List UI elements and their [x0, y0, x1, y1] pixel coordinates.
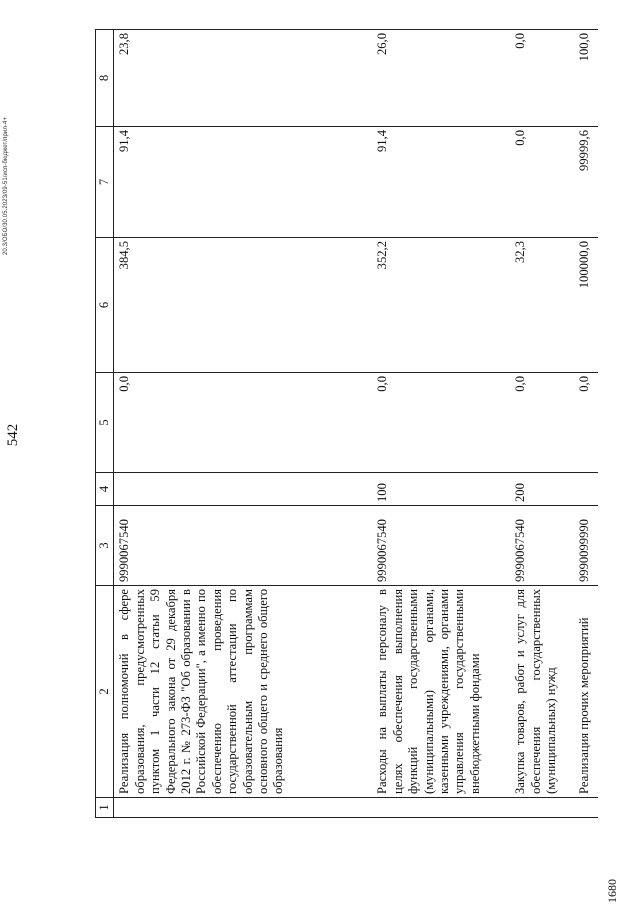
target-article-code: 9990067540 — [502, 506, 567, 586]
expense-type-code — [114, 473, 363, 506]
column-header: 1 — [96, 798, 114, 818]
expense-type-code — [567, 473, 598, 506]
target-article-code: 9990067540 — [114, 506, 363, 586]
column-header: 6 — [96, 238, 114, 373]
value-col7: 91,4 — [362, 127, 502, 238]
column-header: 3 — [96, 506, 114, 586]
table-row — [502, 30, 567, 818]
row-number-cell — [362, 798, 502, 818]
value-col6: 32,3 — [502, 238, 567, 373]
column-header: 5 — [96, 373, 114, 473]
target-article-code: 9990099990 — [567, 506, 598, 586]
row-description: Расходы на выплаты персоналу в целях обеспечения выполнения функций государственными (муниципальными) органами, казенными учреждениями, органами управления государственными внебюджетными фондами — [362, 586, 502, 798]
page-number: 542 — [5, 423, 21, 447]
document-stamp: 20.3/ОБО/30.05.2023/09-51/исп-бюджет/прил-4+ — [3, 116, 9, 255]
value-col5: 0,0 — [114, 373, 363, 473]
value-col8: 23,8 — [114, 30, 363, 127]
value-col6: 384,5 — [114, 238, 363, 373]
row-description: Закупка товаров, работ и услуг для обеспечения государственных (муниципальных) нужд — [502, 586, 567, 798]
target-article-code: 9990067540 — [362, 506, 502, 586]
value-col8: 100,0 — [567, 30, 598, 127]
budget-table — [95, 29, 598, 818]
value-col6: 352,2 — [362, 238, 502, 373]
expense-type-code: 200 — [502, 473, 567, 506]
value-col7: 91,4 — [114, 127, 363, 238]
value-col7: 0,0 — [502, 127, 567, 238]
expense-type-code: 100 — [362, 473, 502, 506]
column-header: 4 — [96, 473, 114, 506]
row-number-cell — [502, 798, 567, 818]
value-col5: 0,0 — [567, 373, 598, 473]
table-row — [362, 30, 502, 818]
column-header: 7 — [96, 127, 114, 238]
column-header: 2 — [96, 586, 114, 798]
value-col6: 100000,0 — [567, 238, 598, 373]
table-row — [114, 30, 363, 818]
row-description: Реализация полномочий в сфере образования, предусмотренных пунктом 1 части 12 статьи 59 Федерального закона от 29 декабря 2012 г. № 273-ФЗ "Об образовании в Российской Федерации", а именно по обеспечению проведения государственной аттестации по образовательным программам основного общего и среднего общего образования — [114, 586, 363, 798]
row-number-cell — [114, 798, 363, 818]
value-col5: 0,0 — [502, 373, 567, 473]
table-header-row — [96, 30, 114, 818]
footer-page-number: 1680 — [605, 879, 619, 903]
table-row — [567, 30, 598, 818]
row-description: Реализация прочих мероприятий — [567, 586, 598, 798]
value-col7: 99999,6 — [567, 127, 598, 238]
column-header: 8 — [96, 30, 114, 127]
row-number-cell — [567, 798, 598, 818]
value-col8: 26,0 — [362, 30, 502, 127]
value-col5: 0,0 — [362, 373, 502, 473]
value-col8: 0,0 — [502, 30, 567, 127]
